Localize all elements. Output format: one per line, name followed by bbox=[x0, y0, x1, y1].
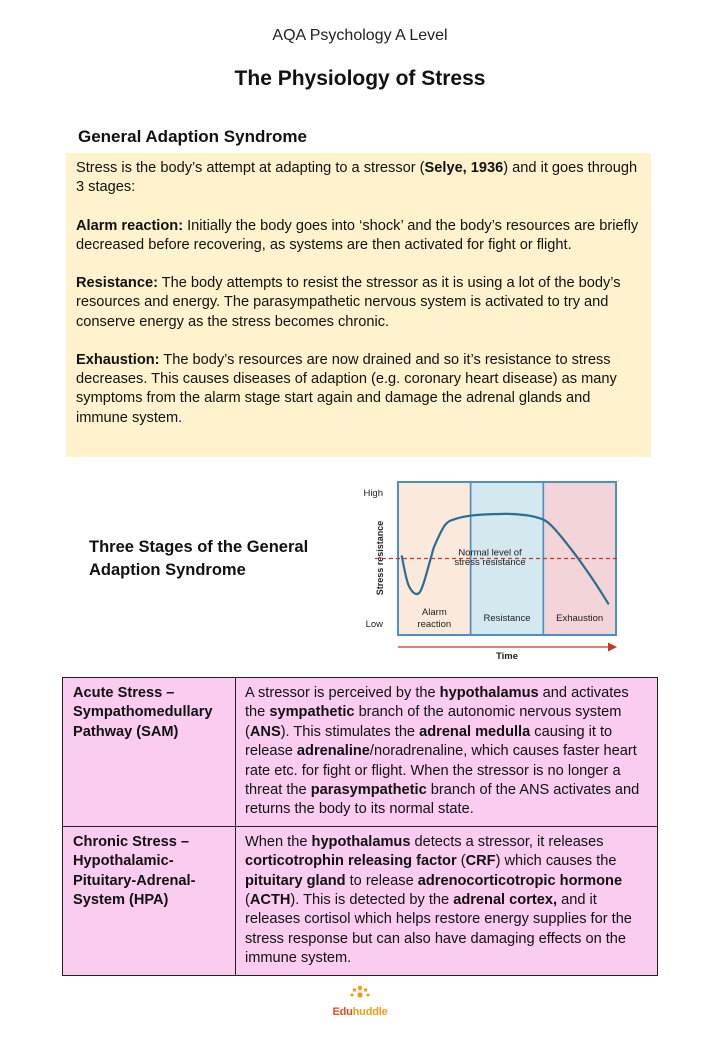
pathway-name-cell: Acute Stress – Sympathomedullary Pathway (SAM) bbox=[63, 678, 236, 827]
gas-resistance-paragraph: Resistance: The body attempts to resist the stressor as it is using a lot of the body’s resources and energy. The parasympathetic nervous system is activated to try and conserve energy as the stress becomes chronic. bbox=[76, 275, 621, 330]
stress-pathways-table bbox=[62, 677, 658, 976]
chart-heading: Three Stages of the General Adaption Syndrome bbox=[89, 538, 309, 579]
gas-summary-box bbox=[66, 153, 651, 457]
y-tick-high: High bbox=[363, 488, 383, 499]
gas-heading: General Adaption Syndrome bbox=[78, 127, 307, 146]
exhaustion-label: Exhaustion: bbox=[76, 351, 160, 368]
stage-label: Exhaustion bbox=[556, 613, 604, 624]
pathway-name-cell: Chronic Stress – Hypothalamic-Pituitary-Adrenal-System (HPA) bbox=[63, 826, 236, 975]
stage-label: Resistance bbox=[483, 613, 531, 624]
logo-dot bbox=[353, 988, 356, 991]
resistance-label: Resistance: bbox=[76, 275, 158, 292]
stage-label: reaction bbox=[417, 619, 452, 630]
gas-exhaustion-paragraph: Exhaustion: The body’s resources are now drained and so it’s resistance to stress decreases. This causes diseases of adaption (e.g. coronary heart disease) as many symptoms from the alarm stage start again and damage the adrenal glands and immune system. bbox=[76, 351, 617, 426]
logo-icon bbox=[349, 985, 371, 1001]
logo-dot bbox=[367, 994, 370, 997]
logo-text-edu: Edu bbox=[332, 1006, 353, 1018]
logo-dot bbox=[358, 986, 362, 990]
gas-intro: Stress is the body’s attempt at adapting to a stressor (Selye, 1936) and it goes through 3 stages: bbox=[76, 160, 638, 196]
logo-text-huddle: huddle bbox=[352, 1006, 388, 1018]
pathway-description-cell: A stressor is perceived by the hypothalamus and activates the sympathetic branch of the autonomic nervous system (ANS). This stimulates the adrenal medulla causing it to release adrenaline/noradrenaline, which causes faster heart rate etc. for fight or flight. When the stressor is no longer a threat the parasympathetic branch of the ANS activates and returns the body to its normal state. bbox=[236, 678, 658, 827]
reference-line-label: stress resistance bbox=[454, 557, 526, 568]
subject-label: AQA Psychology A Level bbox=[272, 27, 448, 44]
table-row bbox=[63, 678, 658, 827]
page-title: The Physiology of Stress bbox=[234, 67, 486, 90]
stage-label: Alarm bbox=[421, 607, 447, 618]
logo-dot bbox=[351, 994, 354, 997]
gas-alarm-paragraph: Alarm reaction: Initially the body goes into ‘shock’ and the body’s resources are briefly decreased before recovering, as systems are then activated for fight or flight. bbox=[76, 217, 639, 253]
eduhuddle-logo bbox=[0, 985, 720, 1018]
logo-dot bbox=[357, 992, 362, 997]
y-axis-label: Stress resistance bbox=[375, 520, 385, 596]
pathway-description-cell: When the hypothalamus detects a stressor, it releases corticotrophin releasing factor (CRF) which causes the pituitary gland to release adrenocorticotropic hormone (ACTH). This is detected by the adrenal cortex, and it releases cortisol which helps restore energy supplies for the stress response but can also have damaging effects on the immune system. bbox=[236, 826, 658, 975]
x-axis-label: Time bbox=[495, 651, 519, 662]
table-row bbox=[63, 826, 658, 975]
reference-line-label: Normal level of bbox=[458, 547, 522, 559]
y-tick-low: Low bbox=[365, 619, 383, 630]
logo-dot bbox=[364, 988, 367, 991]
x-axis-arrowhead bbox=[608, 643, 617, 652]
gas-stages-chart bbox=[355, 476, 625, 666]
alarm-label: Alarm reaction: bbox=[76, 217, 184, 234]
